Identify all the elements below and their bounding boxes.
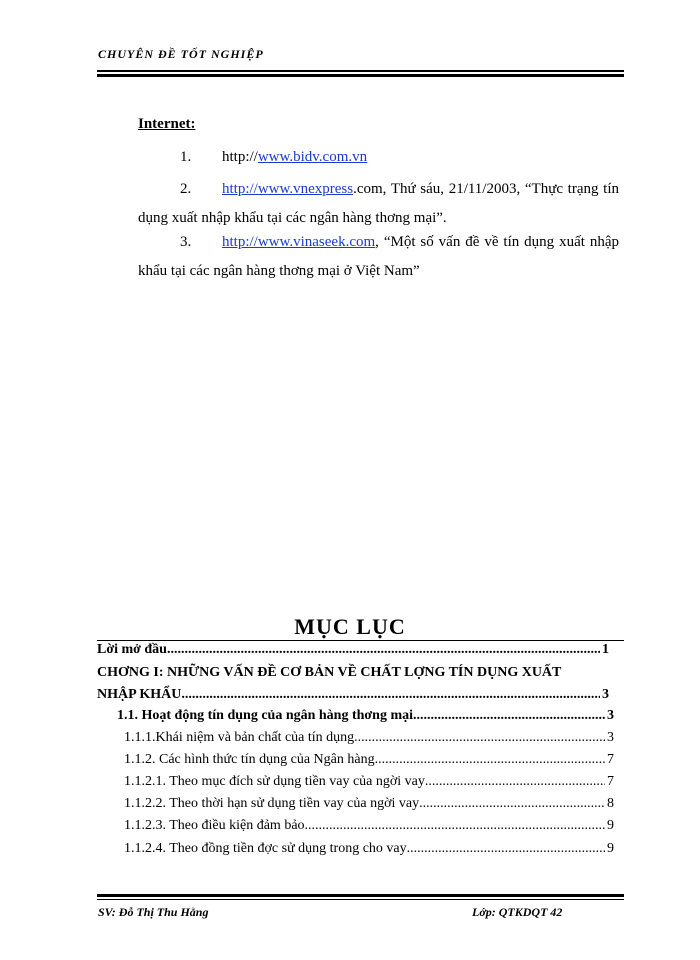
reference-number: 3.: [180, 234, 192, 250]
toc-entry-text: 1.1.2.2. Theo thời hạn sử dụng tiền vay của ngời vay: [124, 796, 420, 811]
header-rule-thick: [97, 74, 624, 77]
toc-leader: [425, 771, 605, 793]
toc-entry[interactable]: [97, 684, 624, 706]
toc-entry[interactable]: [97, 662, 624, 684]
toc-entry[interactable]: [124, 771, 614, 793]
toc-entry-page: 7: [607, 774, 614, 789]
toc-entry[interactable]: [117, 705, 614, 727]
toc-entry-text: 1.1.2.3. Theo điều kiện đảm bảo: [124, 818, 305, 833]
toc-entry[interactable]: [124, 815, 614, 837]
reference-item-2: [138, 175, 619, 233]
toc-entry-text: 1.1.2.1. Theo mục đích sử dụng tiền vay của ngời vay: [124, 774, 425, 789]
references-heading: Internet:: [138, 116, 196, 132]
reference-link-vnexpress[interactable]: http://www.vnexpress: [222, 181, 354, 197]
toc-entry[interactable]: [97, 639, 624, 661]
toc-leader: [354, 727, 605, 749]
footer-class: Lớp: QTKDQT 42: [472, 905, 563, 919]
toc-title: MỤC LỤC: [294, 614, 406, 639]
toc-entry-text: Lời mở đầu: [97, 642, 167, 657]
toc-entry-text: NHẬP KHẨU: [97, 687, 182, 702]
toc-entry-text: 1.1.2. Các hình thức tín dụng của Ngân hàng: [124, 752, 375, 767]
toc-entry-page: 3: [607, 730, 614, 745]
toc-entry[interactable]: [124, 838, 614, 860]
reference-prefix: http://: [222, 149, 258, 165]
toc-leader: [407, 838, 605, 860]
footer-rule-thick: [97, 894, 624, 897]
toc-entry-text: CHƠNG I: NHỮNG VẤN ĐỀ CƠ BẢN VỀ CHẤT LỢNG TÍN DỤNG XUẤT: [97, 665, 562, 680]
toc-entry-text: 1.1.1.Khái niệm và bản chất của tín dụng: [124, 730, 355, 745]
reference-number: 1.: [180, 149, 192, 165]
page-header-title: CHUYÊN ĐỀ TỐT NGHIỆP: [98, 47, 264, 61]
toc-entry-page: 1: [602, 642, 609, 657]
toc-leader: [419, 793, 605, 815]
reference-text: .com, Thứ sáu, 21/11/2003, “Thực trạng tín dụng xuất nhập khẩu tại các ngân hàng thơng mại”.: [138, 181, 619, 226]
toc-entry-text: 1.1. Hoạt động tín dụng của ngân hàng thơng mại: [117, 708, 414, 723]
footer-author: SV: Đỗ Thị Thu Hằng: [98, 905, 209, 919]
reference-link-bidv[interactable]: www.bidv.com.vn: [257, 149, 368, 165]
toc-leader: [375, 749, 605, 771]
toc-leader: [181, 684, 600, 706]
footer-rule-thin: [97, 899, 624, 900]
reference-item-3: [138, 228, 619, 286]
reference-item-1: [138, 143, 619, 172]
reference-number: 2.: [180, 181, 192, 197]
toc-entry-page: 9: [607, 841, 614, 856]
reference-text: , “Một số vấn đề về tín dụng xuất nhập khẩu tại các ngân hàng thơng mại ở Việt Nam”: [138, 234, 619, 279]
toc-entry-page: 3: [602, 687, 609, 702]
header-rule-thin: [97, 70, 624, 72]
toc-entry-page: 8: [607, 796, 614, 811]
toc-entry-page: 9: [607, 818, 614, 833]
toc-entry-page: 3: [607, 708, 614, 723]
toc-entry-text: 1.1.2.4. Theo đồng tiền đợc sử dụng trong cho vay: [124, 841, 407, 856]
reference-link-vinaseek[interactable]: http://www.vinaseek.com: [222, 234, 376, 250]
toc-entry[interactable]: [124, 727, 614, 749]
toc-entry-page: 7: [607, 752, 614, 767]
toc-entry[interactable]: [124, 749, 614, 771]
toc-leader: [413, 705, 605, 727]
toc-entry[interactable]: [124, 793, 614, 815]
toc-leader: [167, 639, 600, 661]
toc-leader: [305, 815, 605, 837]
